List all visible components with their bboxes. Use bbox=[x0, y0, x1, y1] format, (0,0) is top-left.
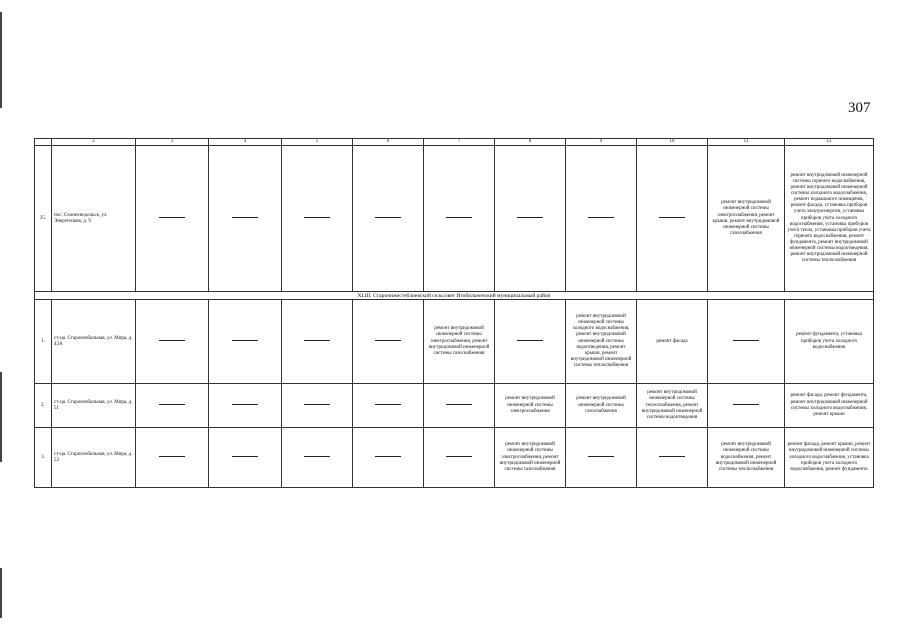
work-cell: ремонт внутридомовой инженерной системы газоснабжения bbox=[566, 384, 637, 428]
column-number-row bbox=[35, 139, 874, 146]
table-row bbox=[35, 428, 874, 488]
empty-cell bbox=[136, 384, 209, 428]
address-cell: ст-ца. Староизобильная, ул. Мира, д. 53 bbox=[52, 428, 136, 488]
work-cell: ремонт фасада, ремонт фундамента, ремонт внутридомовой инженерной системы холодного водоснабжения, ремонт крыши bbox=[785, 384, 874, 428]
column-header: 4 bbox=[209, 139, 282, 146]
column-header: 10 bbox=[637, 139, 708, 146]
empty-cell bbox=[424, 428, 495, 488]
empty-cell bbox=[353, 384, 424, 428]
scan-edge-mark bbox=[0, 568, 2, 618]
empty-cell bbox=[708, 300, 785, 384]
column-header: 3 bbox=[136, 139, 209, 146]
row-number: 3. bbox=[35, 428, 52, 488]
table-row bbox=[35, 384, 874, 428]
empty-cell bbox=[136, 300, 209, 384]
empty-cell bbox=[209, 428, 282, 488]
empty-cell bbox=[708, 384, 785, 428]
address-cell: ст-ца. Староизобильная, ул. Мира, д. 51 bbox=[52, 384, 136, 428]
work-cell: ремонт внутридомовой инженерной системы водоснабжения, ремонт внутридомовой инженерной системы теплоснабжения bbox=[708, 428, 785, 488]
work-cell: ремонт внутридомовой инженерной системы электроснабжения, ремонт крыши, ремонт внутридомовой инженерной системы газоснабжения bbox=[708, 146, 785, 292]
empty-cell bbox=[566, 428, 637, 488]
address-cell: пос. Солнечнодольск, ул. Энергетиков, д. 9 bbox=[52, 146, 136, 292]
repair-schedule-table bbox=[34, 138, 874, 488]
empty-cell bbox=[495, 146, 566, 292]
empty-cell bbox=[566, 146, 637, 292]
empty-cell bbox=[209, 300, 282, 384]
column-header: 11 bbox=[708, 139, 785, 146]
work-cell: ремонт внутридомовой инженерной системы теплоснабжения, ремонт внутридомовой инженерной системы водоотведения bbox=[637, 384, 708, 428]
empty-cell bbox=[637, 428, 708, 488]
empty-cell bbox=[282, 146, 353, 292]
column-header: 9 bbox=[566, 139, 637, 146]
row-number: 1. bbox=[35, 300, 52, 384]
section-row bbox=[35, 292, 874, 300]
work-cell: ремонт фасада bbox=[637, 300, 708, 384]
empty-cell bbox=[353, 146, 424, 292]
page-number: 307 bbox=[848, 100, 871, 116]
empty-cell bbox=[495, 300, 566, 384]
work-cell: ремонт внутридомовой инженерной системы электроснабжения, ремонт внутридомовой инженерной системы газоснабжения bbox=[495, 428, 566, 488]
section-title: XLIII. Старонижестеблиевский сельсовет Изобильненский муниципальный район bbox=[35, 292, 874, 300]
work-cell: ремонт фасада, ремонт крыши, ремонт внутридомовой инженерной системы холодного водоснабжения, установка приборов учета холодного водоснабжения, ремонт фундамента bbox=[785, 428, 874, 488]
column-header: 2 bbox=[52, 139, 136, 146]
row-number: 35. bbox=[35, 146, 52, 292]
empty-cell bbox=[136, 146, 209, 292]
scan-edge-mark bbox=[0, 12, 2, 108]
column-header: 12 bbox=[785, 139, 874, 146]
empty-cell bbox=[353, 428, 424, 488]
column-header: 5 bbox=[282, 139, 353, 146]
work-cell: ремонт фундамента, установка приборов учета холодного водоснабжения bbox=[785, 300, 874, 384]
empty-cell bbox=[282, 428, 353, 488]
empty-cell bbox=[136, 428, 209, 488]
column-header bbox=[35, 139, 52, 146]
work-cell: ремонт внутридомовой инженерной системы электроснабжения, ремонт внутридомовой инженерной системы газоснабжения bbox=[424, 300, 495, 384]
work-cell: ремонт внутридомовой инженерной системы горячего водоснабжения, ремонт внутридомовой инженерной системы холодного водоснабжения, ремонт подвального помещения, ремонт фасада, установка приборов учета электроэнергии, установка приборов учета холодного водоснабжения, установка приборов учета тепла, установка приборов учета горячего водоснабжения, ремонт фундамента, ремонт внутридомовой инженерной системы водоотведения, ремонт внутридомовой инженерной системы теплоснабжения bbox=[785, 146, 874, 292]
row-number: 2. bbox=[35, 384, 52, 428]
empty-cell bbox=[424, 146, 495, 292]
table-row bbox=[35, 146, 874, 292]
column-header: 6 bbox=[353, 139, 424, 146]
empty-cell bbox=[424, 384, 495, 428]
work-cell: ремонт внутридомовой инженерной системы электроснабжения bbox=[495, 384, 566, 428]
column-header: 8 bbox=[495, 139, 566, 146]
empty-cell bbox=[209, 384, 282, 428]
empty-cell bbox=[282, 384, 353, 428]
scan-edge-mark bbox=[0, 372, 2, 462]
empty-cell bbox=[209, 146, 282, 292]
empty-cell bbox=[637, 146, 708, 292]
empty-cell bbox=[353, 300, 424, 384]
empty-cell bbox=[282, 300, 353, 384]
work-cell: ремонт внутридомовой инженерной системы холодного водоснабжения, ремонт внутридомовой инженерной системы водоотведения, ремонт крыши, ремонт внутридомовой инженерной системы теплоснабжения bbox=[566, 300, 637, 384]
table-row bbox=[35, 300, 874, 384]
column-header: 7 bbox=[424, 139, 495, 146]
address-cell: ст-ца. Староизобильная, ул. Мира, д. 43А bbox=[52, 300, 136, 384]
